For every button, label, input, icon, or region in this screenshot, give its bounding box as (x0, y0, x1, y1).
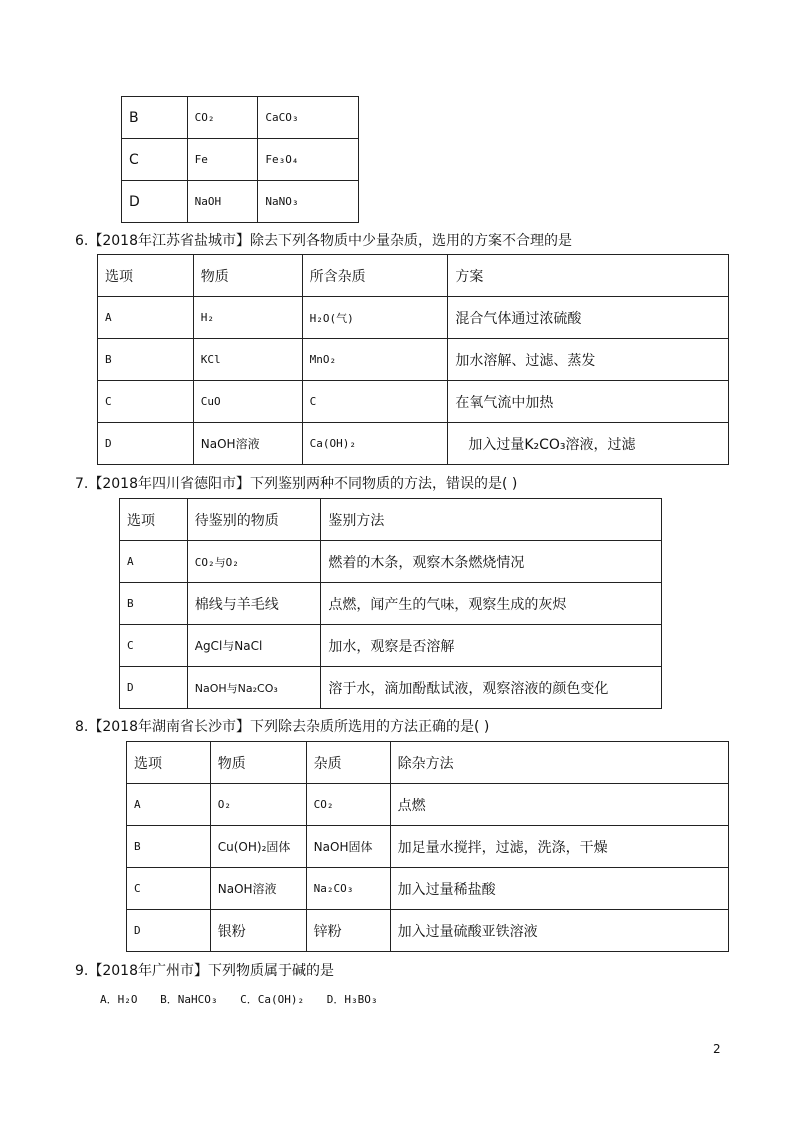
table-cell: CuO (193, 381, 302, 423)
table-row (98, 339, 729, 381)
table-header-cell: 选项 (98, 255, 194, 297)
table-cell: NaOH溶液 (193, 423, 302, 465)
table-cell: Na₂CO₃ (306, 868, 390, 910)
table-cell: NaOH固体 (306, 826, 390, 868)
table-row (122, 181, 359, 223)
table-header-cell: 方案 (448, 255, 729, 297)
table-row (98, 423, 729, 465)
table-cell: B (98, 339, 194, 381)
table-cell: 加足量水搅拌，过滤，洗涤，干燥 (390, 826, 728, 868)
question-8: 8.【2018年湖南省长沙市】下列除去杂质所选用的方法正确的是( ) (75, 719, 490, 735)
table-row (122, 139, 359, 181)
table-header-cell: 选项 (127, 742, 211, 784)
table-row (98, 297, 729, 339)
table-cell: Ca(OH)₂ (302, 423, 448, 465)
table-header-cell: 待鉴别的物质 (187, 499, 321, 541)
table-row (120, 541, 662, 583)
table-row (120, 625, 662, 667)
table-header-cell: 物质 (193, 255, 302, 297)
table-cell: 加入过量硫酸亚铁溶液 (390, 910, 728, 952)
question-7: 7.【2018年四川省德阳市】下列鉴别两种不同物质的方法，错误的是( ) (75, 476, 518, 492)
table-row (120, 583, 662, 625)
table-header-row (98, 255, 729, 297)
question-6: 6.【2018年江苏省盐城市】除去下列各物质中少量杂质，选用的方案不合理的是 (75, 233, 572, 249)
table-cell: NaOH (187, 181, 258, 223)
table-cell: B (120, 583, 188, 625)
table-header-row (120, 499, 662, 541)
table-header-cell: 选项 (120, 499, 188, 541)
table-header-cell: 所含杂质 (302, 255, 448, 297)
option-c: C．Ca(OH)₂ (240, 993, 305, 1006)
table-cell: 锌粉 (306, 910, 390, 952)
table-row (122, 97, 359, 139)
table-row (120, 667, 662, 709)
table-header-row (127, 742, 729, 784)
table-cell: H₂ (193, 297, 302, 339)
table-cell: 加入过量K₂CO₃溶液，过滤 (448, 423, 729, 465)
table-header-cell: 物质 (210, 742, 306, 784)
table-row (127, 910, 729, 952)
table-cell: C (302, 381, 448, 423)
table-cell: NaNO₃ (258, 181, 359, 223)
table-cell: 加入过量稀盐酸 (390, 868, 728, 910)
table-header-cell: 除杂方法 (390, 742, 728, 784)
page-number: 2 (713, 1042, 721, 1056)
table-cell: B (122, 97, 188, 139)
table-row (127, 784, 729, 826)
table-header-cell: 杂质 (306, 742, 390, 784)
table-header-cell: 鉴别方法 (321, 499, 662, 541)
table-cell: CO₂ (187, 97, 258, 139)
table-cell: 燃着的木条，观察木条燃烧情况 (321, 541, 662, 583)
table-cell: NaOH溶液 (210, 868, 306, 910)
table-cell: CO₂ (306, 784, 390, 826)
table-cell: O₂ (210, 784, 306, 826)
table-cell: CaCO₃ (258, 97, 359, 139)
table-cell: 银粉 (210, 910, 306, 952)
table-cell: MnO₂ (302, 339, 448, 381)
table-cell: C (120, 625, 188, 667)
table-cell: H₂O(气) (302, 297, 448, 339)
table-cell: KCl (193, 339, 302, 381)
option-d: D．H₃BO₃ (326, 993, 378, 1006)
table-q6 (97, 254, 729, 465)
table-row (98, 381, 729, 423)
table-cell: A (120, 541, 188, 583)
table-cell: D (127, 910, 211, 952)
table-cell: D (98, 423, 194, 465)
table-cell: 点燃，闻产生的气味，观察生成的灰烬 (321, 583, 662, 625)
table-cell: 棉线与羊毛线 (187, 583, 321, 625)
table-row (127, 868, 729, 910)
table-cell: 加水，观察是否溶解 (321, 625, 662, 667)
table-q7 (119, 498, 662, 709)
table-cell: 点燃 (390, 784, 728, 826)
question-9: 9.【2018年广州市】下列物质属于碱的是 (75, 963, 334, 979)
table-prev (121, 96, 359, 223)
option-a: A．H₂O (100, 993, 138, 1006)
table-cell: D (122, 181, 188, 223)
answer-options (100, 991, 393, 1007)
table-cell: 在氧气流中加热 (448, 381, 729, 423)
table-cell: CO₂与O₂ (187, 541, 321, 583)
option-b: B．NaHCO₃ (160, 993, 218, 1006)
table-cell: 加水溶解、过滤、蒸发 (448, 339, 729, 381)
table-cell: Cu(OH)₂固体 (210, 826, 306, 868)
table-cell: 溶于水，滴加酚酞试液，观察溶液的颜色变化 (321, 667, 662, 709)
table-cell: NaOH与Na₂CO₃ (187, 667, 321, 709)
table-cell: Fe (187, 139, 258, 181)
table-cell: A (127, 784, 211, 826)
table-row (127, 826, 729, 868)
table-cell: A (98, 297, 194, 339)
table-cell: C (127, 868, 211, 910)
table-cell: 混合气体通过浓硫酸 (448, 297, 729, 339)
table-cell: C (122, 139, 188, 181)
table-cell: Fe₃O₄ (258, 139, 359, 181)
table-q8 (126, 741, 729, 952)
table-cell: D (120, 667, 188, 709)
table-cell: B (127, 826, 211, 868)
table-cell: AgCl与NaCl (187, 625, 321, 667)
table-cell: C (98, 381, 194, 423)
